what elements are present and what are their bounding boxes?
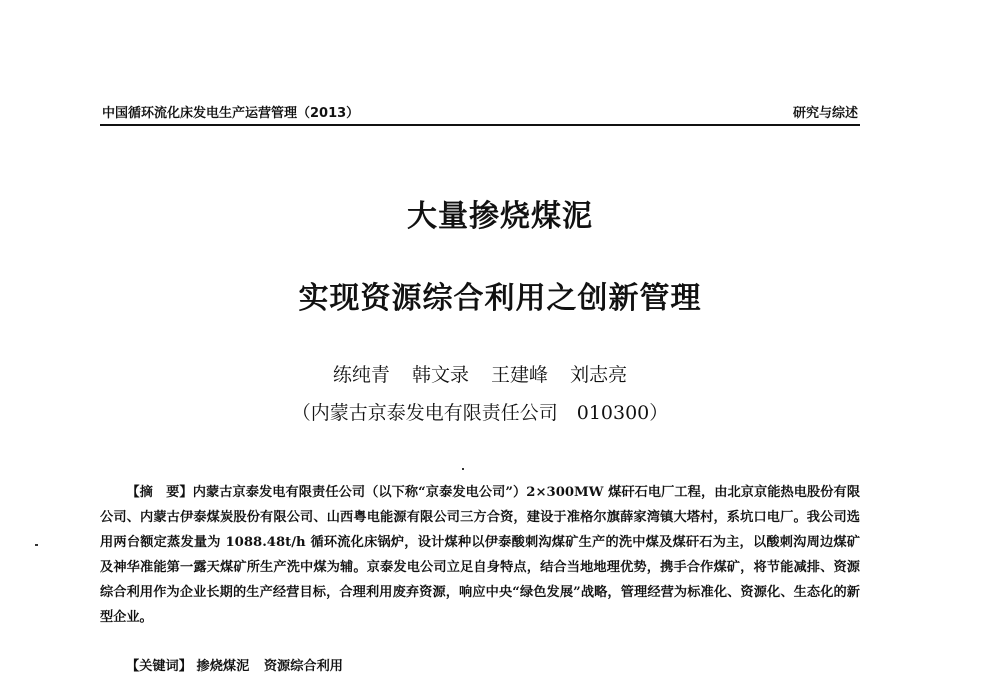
- abstract-label: 【摘 要】: [126, 485, 193, 500]
- scan-speck: [35, 544, 38, 546]
- keywords-label: 【关键词】: [126, 659, 192, 674]
- abstract-paragraph: [100, 480, 860, 630]
- author-1: 练纯青: [332, 364, 390, 386]
- section-name: 研究与综述: [792, 106, 858, 121]
- title-line-2: 实现资源综合利用之创新管理: [298, 281, 702, 316]
- keywords: [126, 655, 353, 674]
- scan-speck: [462, 468, 464, 470]
- author-4: 刘志亮: [570, 364, 628, 386]
- keyword-1: 掺烧煤泥: [196, 659, 250, 674]
- author-2: 韩文录: [411, 364, 469, 386]
- affiliation: （内蒙古京泰发电有限责任公司 010300）: [291, 402, 669, 424]
- author-3: 王建峰: [491, 364, 549, 386]
- abstract-text: 内蒙古京泰发电有限责任公司（以下称“京泰发电公司”）2×300MW 煤矸石电厂工程，由北京京能热电股份有限公司、内蒙古伊泰煤炭股份有限公司、山西粤电能源有限公司三方合资，建设于准格尔旗薛家湾镇大塔村，系坑口电厂。我公司选用两台额定蒸发量为 1088.48t/h 循环流化床锅炉，设计煤种以伊泰酸刺沟煤矿生产的洗中煤及煤矸石为主，以酸刺沟周边煤矿及神华准能第一露天煤矿所生产洗中煤为辅。京泰发电公司立足自身特点，结合当地地理优势，携手合作煤矿，将节能减排、资源综合利用作为企业长期的生产经营目标，合理利用废弃资源，响应中央“绿色发展”战略，管理经营为标准化、资源化、生态化的新型企业。: [100, 485, 861, 625]
- keyword-2: 资源综合利用: [263, 659, 343, 674]
- title-line-1: 大量掺烧煤泥: [407, 199, 593, 234]
- running-header: [100, 104, 860, 126]
- journal-name: 中国循环流化床发电生产运营管理（2013）: [102, 106, 360, 121]
- abstract: [100, 480, 860, 630]
- author-list: [0, 360, 960, 387]
